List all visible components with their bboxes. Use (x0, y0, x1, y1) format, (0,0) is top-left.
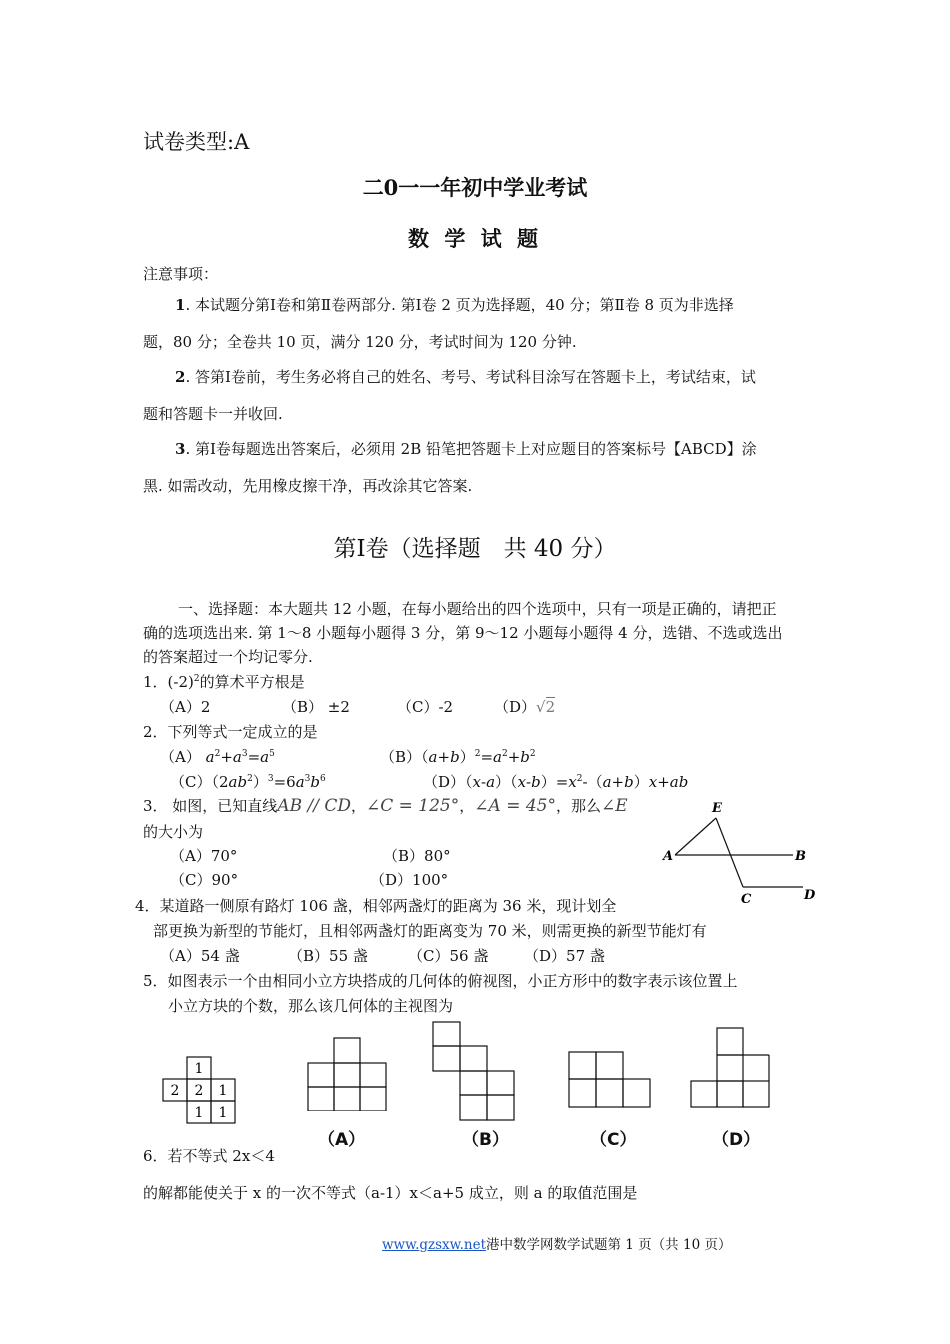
q1-stem-sup: 2 (193, 674, 200, 684)
q4-line2: 部更换为新型的节能灯，且相邻两盏灯的距离变为 70 米，则需更换的新型节能灯有 (153, 922, 707, 940)
q6-line1: 6．若不等式 2x＜4 (143, 1147, 275, 1165)
notice-item-2-line1: . 答第Ⅰ卷前，考生务必将自己的姓名、考号、考试科目涂写在答题卡上，考试结束，试 (185, 368, 756, 386)
q4-option-d: （D）57 盏 (524, 947, 605, 965)
sqrt-icon: √ (536, 698, 546, 716)
q3-label-c: C (741, 892, 752, 907)
q1-stem (143, 671, 305, 692)
q5-caption-a: （A） (318, 1130, 366, 1150)
q2-option-b (380, 746, 536, 767)
notice-item-1-number: 1 (175, 296, 186, 314)
q5-top-view (160, 1055, 240, 1130)
notice-item-2-line2: 题和答题卡一并收回. (143, 405, 283, 423)
q3-label-d: D (804, 888, 816, 903)
q3-option-c: （C）90° (170, 871, 239, 889)
q3-condition-angle-c: ∠C = 125° (366, 796, 460, 816)
instructions-line3: 的答案超过一个均记零分. (143, 648, 313, 666)
q5-caption-b: （B） (462, 1130, 509, 1150)
q3-label-b: B (795, 849, 806, 864)
q1-option-d-label: （D） (494, 698, 537, 716)
footer-link[interactable]: www.gzsxw.net (382, 1237, 487, 1253)
q3-condition-parallel: AB // CD (277, 796, 351, 816)
q5-grid-number: 2 (194, 1083, 204, 1099)
q1-option-d-radicand: 2 (545, 698, 556, 716)
q5-grid-number: 2 (170, 1083, 180, 1099)
q2-stem: 2．下列等式一定成立的是 (143, 723, 318, 741)
q3-condition-angle-a: ∠A = 45° (474, 796, 556, 816)
q3-segment-ae (675, 818, 716, 855)
q5-grid-number: 1 (194, 1105, 204, 1121)
q2-option-b-label: （B） (380, 748, 422, 766)
q5-caption-c: （C） (590, 1130, 637, 1150)
q2-option-a-formula: $a^2+a^3=a^5$ (205, 748, 275, 766)
section-title: 第Ⅰ卷（选择题 共 40 分） (333, 536, 617, 562)
q3-stem-line2: 的大小为 (143, 823, 204, 841)
notice-item-3-line1: . 第Ⅰ卷每题选出答案后，必须用 2B 铅笔把答题卡上对应题目的答案标号【ABCD】涂 (185, 440, 757, 458)
paper-type: 试卷类型:A (143, 130, 250, 154)
q1-option-c: （C）-2 (397, 698, 454, 716)
footer (382, 1233, 731, 1253)
q3-label-a: A (663, 849, 674, 864)
q4-option-b: （B）55 盏 (288, 947, 368, 965)
q3-stem-pre: 3． 如图，已知直线 (143, 797, 278, 815)
instructions-line1: 一、选择题：本大题共 12 小题，在每小题给出的四个选项中，只有一项是正确的，请把正 (178, 600, 777, 618)
q1-option-d (494, 696, 555, 717)
q1-stem-pre: 1．(-2) (143, 673, 194, 691)
q4-option-a: （A）54 盏 (160, 947, 240, 965)
notice-item-3 (175, 438, 757, 459)
q5-option-d-figure (689, 1026, 779, 1112)
q5-caption-d: （D） (712, 1130, 761, 1150)
notice-heading: 注意事项： (143, 265, 219, 283)
q3-option-d: （D）100° (370, 871, 449, 889)
q5-grid-number: 1 (218, 1105, 228, 1121)
instructions-line2: 确的选项选出来. 第 1～8 小题每小题得 3 分，第 9～12 小题每小题得 4 分，选错、不选或选出 (143, 624, 783, 642)
q5-option-c-figure (566, 1050, 656, 1112)
notice-item-1-line2: 题，80 分；全卷共 10 页，满分 120 分，考试时间为 120 分钟. (143, 333, 577, 351)
q2-option-c (170, 771, 326, 792)
q3-option-b: （B）80° (383, 847, 451, 865)
notice-item-2 (175, 366, 756, 387)
q3-stem: 3． 如图，已知直线AB // CD，∠C = 125°，∠A = 45°，那么∠E (143, 796, 628, 816)
q4-option-c: （C）56 盏 (408, 947, 489, 965)
q1-option-a: （A）2 (160, 698, 211, 716)
q3-target-angle: ∠E (601, 796, 628, 816)
q2-option-c-label: （C） (170, 773, 212, 791)
q2-option-a (160, 746, 275, 767)
q5-option-a-figure (305, 1036, 395, 1111)
notice-item-3-line2: 黑. 如需改动，先用橡皮擦干净，再改涂其它答案. (143, 477, 473, 495)
q2-option-d-formula: $(x-a)(x-b)=x^2-(a+b)x+ab$ (465, 773, 689, 791)
q2-option-d-label: （D） (423, 773, 466, 791)
footer-text: 港中数学网数学试题第 1 页（共 10 页） (486, 1237, 732, 1253)
q3-stem-mid: ，那么 (556, 797, 602, 815)
q5-option-b-figure (430, 1020, 520, 1125)
q3-option-a: （A）70° (170, 847, 238, 865)
notice-item-1 (175, 294, 734, 315)
exam-title: 二0一一年初中学业考试 (362, 175, 588, 200)
q3-figure (655, 795, 825, 910)
q1-option-b: （B） ±2 (282, 698, 350, 716)
q2-option-d (423, 771, 688, 792)
q1-stem-post: 的算术平方根是 (199, 673, 305, 691)
q2-option-a-label: （A） (160, 748, 201, 766)
q5-grid-number: 1 (218, 1083, 228, 1099)
q6-line2: 的解都能使关于 x 的一次不等式（a-1）x＜a+5 成立，则 a 的取值范围是 (143, 1184, 638, 1202)
notice-item-1-line1: . 本试题分第Ⅰ卷和第Ⅱ卷两部分. 第Ⅰ卷 2 页为选择题，40 分；第Ⅱ卷 8 页为非选择 (185, 296, 734, 314)
q2-option-c-formula: $(2ab^2)^3=6a^3b^6$ (211, 773, 326, 791)
q5-grid-number: 1 (194, 1061, 204, 1077)
q3-label-e: E (712, 801, 722, 816)
subject-title: 数 学 试 题 (408, 226, 542, 251)
q4-line1: 4．某道路一侧原有路灯 106 盏，相邻两盏灯的距离为 36 米，现计划全 (135, 897, 617, 915)
q5-line2: 小立方块的个数，那么该几何体的主视图为 (168, 997, 454, 1015)
q2-option-b-formula: $(a+b)^2=a^2+b^2$ (421, 748, 536, 766)
q3-segment-ec (716, 818, 743, 887)
notice-item-3-number: 3 (175, 440, 186, 458)
notice-item-2-number: 2 (175, 368, 186, 386)
q5-line1: 5．如图表示一个由相同小立方块搭成的几何体的俯视图，小正方形中的数字表示该位置上 (143, 972, 738, 990)
